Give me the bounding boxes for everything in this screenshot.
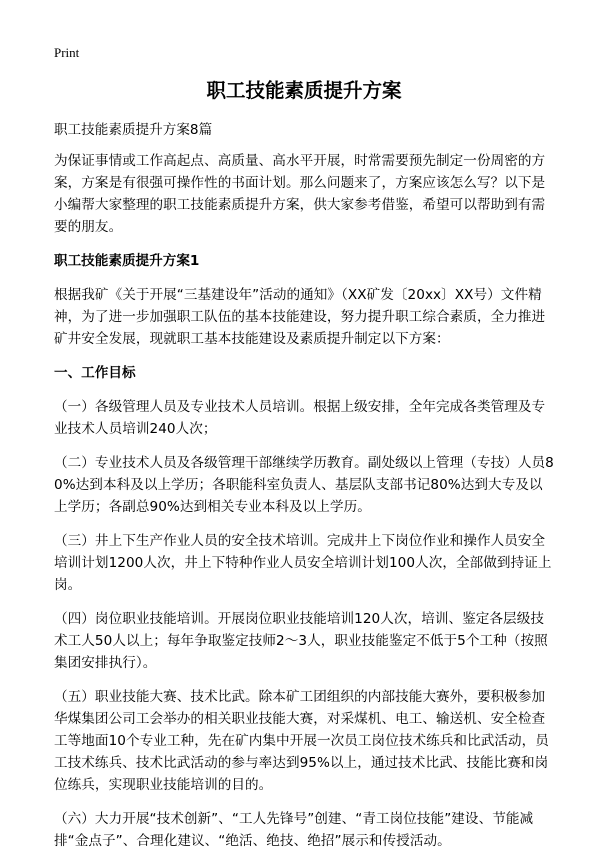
goal-item-4: （四）岗位职业技能培训。开展岗位职业技能培训120人次，培训、鉴定各层级技术工人50人以上；每年争取鉴定技师2～3人，职业技能鉴定不低于5个工种（按照集团安排执行）。 [54,611,548,671]
document-title: 职工技能素质提升方案 [206,79,402,102]
section-intro-paragraph: 根据我矿《关于开展“三基建设年”活动的通知》（XX矿发〔20xx〕XX号）文件精神，为了进一步加强职工队伍的基本技能建设，努力提升职工综合素质，全力推进矿井安全发展，现就职工基本技能建设及素质提升制定以下方案： [54,287,546,347]
print-link[interactable]: Print [54,45,80,60]
goal-item-1: （一）各级管理人员及专业技术人员培训。根据上级安排，全年完成各类管理及专业技术人员培训240人次； [54,399,546,437]
goal-item-5: （五）职业技能大赛、技术比武。除本矿工团组织的内部技能大赛外，要积极参加华煤集团公司工会举办的相关职业技能大赛，对采煤机、电工、输送机、安全检查工等地面10个专业工种，先在矿内集中开展一次员工岗位技术练兵和比武活动，员工技术练兵、技术比武活动的参与率达到95%以上，通过技术比武、技能比赛和岗位练兵，实现职业技能培训的目的。 [54,689,549,793]
document-body [54,120,554,864]
goal-item-2: （二）专业技术人员及各级管理干部继续学历教育。副处级以上管理（专技）人员80%达到本科及以上学历；各职能科室负责人、基层队支部书记80%达到大专及以上学历；各副总90%达到相关专业本科及以上学历。 [54,455,554,515]
section-title: 职工技能素质提升方案1 [54,253,200,269]
goal-item-3: （三）井上下生产作业人员的安全技术培训。完成井上下岗位作业和操作人员安全培训计划1200人次，井上下特种作业人员安全培训计划100人次，全部做到持证上岗。 [54,533,552,593]
goals-heading: 一、工作目标 [54,365,136,381]
goal-item-6: （六）大力开展“技术创新”、“工人先锋号”创建、“青工岗位技能”建设、节能减排“金点子”、合理化建议、“绝活、绝技、绝招”展示和传授活动。 [54,811,534,849]
intro-paragraph: 为保证事情或工作高起点、高质量、高水平开展，时常需要预先制定一份周密的方案，方案是有很强可操作性的书面计划。那么问题来了，方案应该怎么写？以下是小编帮大家整理的职工技能素质提升方案，供大家参考借鉴，希望可以帮助到有需要的朋友。 [54,153,546,235]
document-subtitle: 职工技能素质提升方案8篇 [54,122,213,138]
